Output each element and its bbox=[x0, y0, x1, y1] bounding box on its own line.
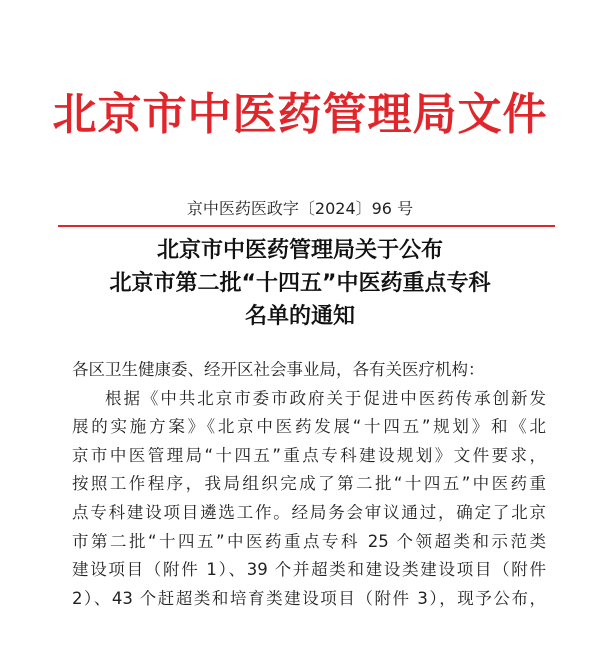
paragraph-line: 根据《中共北京市委市政府关于促进中医药传承创新发 bbox=[105, 388, 546, 408]
paragraph-line: 按照工作程序，我局组织完成了第二批“十四五”中医药重 bbox=[72, 474, 546, 494]
paragraph-line: 京市中医管理局“十四五”重点专科建设规划》文件要求， bbox=[72, 445, 546, 465]
salutation: 各区卫生健康委、经开区社会事业局，各有关医疗机构： bbox=[72, 360, 485, 379]
title-line: 北京市第二批“十四五”中医药重点专科 bbox=[109, 271, 491, 296]
title-line: 名单的通知 bbox=[244, 304, 355, 329]
paragraph-line: 展的实施方案》《北京中医药发展“十四五”规划》和《北 bbox=[72, 417, 546, 437]
paragraph-line: 建设项目（附件 1）、39 个并超类和建设类建设项目（附件 bbox=[72, 560, 546, 580]
issuer-header: 北京市中医药管理局文件 bbox=[52, 89, 548, 140]
document-number: 京中医药医政字〔2024〕96 号 bbox=[186, 199, 414, 218]
paragraph-line: 市第二批“十四五”中医药重点专科 25 个领超类和示范类 bbox=[72, 531, 546, 551]
paragraph-line: 2）、43 个赶超类和培育类建设项目（附件 3），现予公布， bbox=[72, 588, 546, 608]
title-line: 北京市中医药管理局关于公布 bbox=[156, 238, 443, 263]
red-divider-line bbox=[58, 225, 555, 227]
paragraph-line: 点专科建设项目遴选工作。经局务会审议通过，确定了北京 bbox=[72, 502, 546, 522]
notice-body bbox=[72, 356, 546, 613]
notice-title bbox=[0, 234, 600, 333]
